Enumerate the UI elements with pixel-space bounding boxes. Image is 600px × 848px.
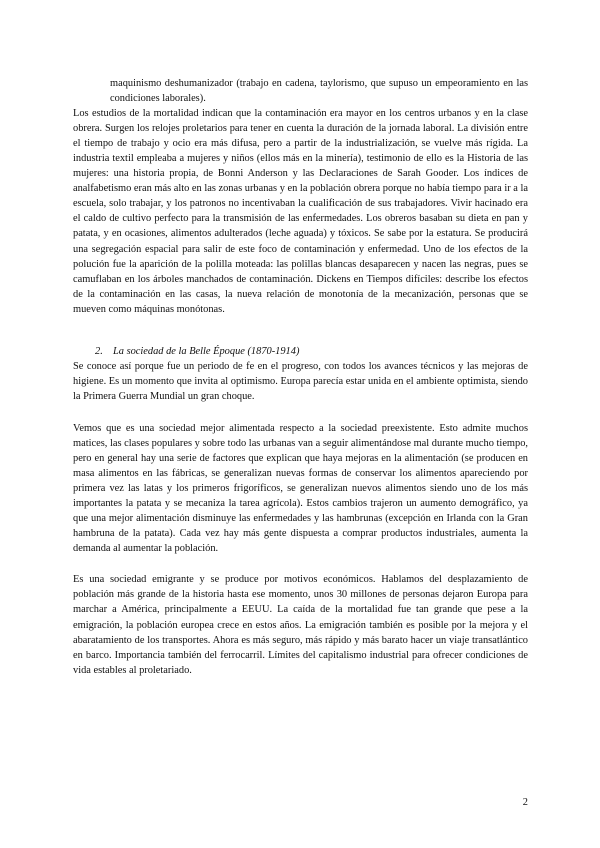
continued-list-item: maquinismo deshumanizador (trabajo en cadena, taylorismo, que supuso un empeoramiento en las condiciones laborales).: [110, 78, 528, 105]
page-content: [73, 76, 528, 678]
section-number: 2.: [95, 345, 103, 357]
paragraph-emigration: Es una sociedad emigrante y se produce por motivos económicos. Hablamos del desplazamiento de población más grande de la historia hasta ese momento, unos 30 millones de personas dejaron Europa para marchar a América, principalmente a EEUU. La caída de la mortalidad fue tan grande que pese a la emigración, la población europea crece en estos años. La emigración también es posible por la mejora y el abaratamiento de los transportes. Ahora es más seguro, más rápido y más barato hacer un viaje transatlántico en barco. Importancia también del ferrocarril. Límites del capitalismo industrial para ofrecer condiciones de vida estables al proletariado.: [73, 574, 528, 676]
paragraph-nutrition: Vemos que es una sociedad mejor alimentada respecto a la sociedad preexistente. Esto admite muchos matices, las clases populares y sobre todo las urbanas van a seguir alimentándose mal durante mucho tiempo, pero en general hay una serie de factores que explican que haya mejoras en la alimentación (se producen en masa alimentos en las fábricas, se generalizan nuevas formas de conservar los alimentos apareciendo por primera vez las latas y los primeros frigoríficos, se generalizan nuevos alimentos siendo uno de los más importantes la patata y se mecaniza la tarea agrícola). Estos cambios trajeron un aumento demográfico, ya que una mejor alimentación disminuye las enfermedades y las hambrunas (excepción en Irlanda con la Gran hambruna de la patata). Cada vez hay más gente dispuesta a comprar productos industriales, aumenta la demanda al aumentar la población.: [73, 422, 528, 555]
section-heading-belle-epoque: [95, 344, 528, 359]
paragraph-belle-epoque-intro: Se conoce así porque fue un periodo de fe en el progreso, con todos los avances técnicos y las mejoras de higiene. Es un momento que invita al optimismo. Europa parecía estar unida en el ambiente optimista, siendo la Primera Guerra Mundial un gran choque.: [73, 360, 528, 402]
section-title: La sociedad de la Belle Époque (1870-1914): [113, 345, 300, 357]
paragraph-mortality: Los estudios de la mortalidad indican que la contaminación era mayor en los centros urbanos y en la clase obrera. Surgen los relojes proletarios para tener en cuenta la duración de la jornada laboral. La división entre el tiempo de trabajo y ocio era más difusa, pero a partir de la industrialización, se vuelve más rígida. La industria textil empleaba a mujeres y niños (ellos más en la minería), testimonio de ello es la Historia de las mujeres: una historia propia, de Bonni Anderson y las Declaraciones de Sarah Gooder. Los índices de analfabetismo eran más alto en las zonas urbanas y en la población obrera porque no había tiempo para ir a la escuela, solo trabajar, y los patronos no incentivaban la cualificación de sus trabajadores. Vivir hacinado era el caldo de cultivo perfecto para la transmisión de las enfermedades. Los obreros basaban su dieta en pan y patata, y en ocasiones, alimentos adulterados (leche aguada) y tóxicos. Se sabe por la estatura. Se producirá una segregación espacial para salir de este foco de contaminación y enfermedad. Uno de los efectos de la polución fue la aparición de la polilla moteada: las polillas blancas desaparecen y nacen las negras, pues se camuflaban en los árboles manchados de contaminación. Dickens en Tiempos difíciles: describe los efectos de la contaminación en las casas, la nueva relación de monotonía de la mecanización, personas que se mueven como máquinas monótonas.: [73, 108, 528, 315]
page-number: 2: [522, 797, 528, 808]
spacer: [73, 556, 528, 572]
spacer: [73, 404, 528, 421]
spacer: [73, 317, 528, 344]
